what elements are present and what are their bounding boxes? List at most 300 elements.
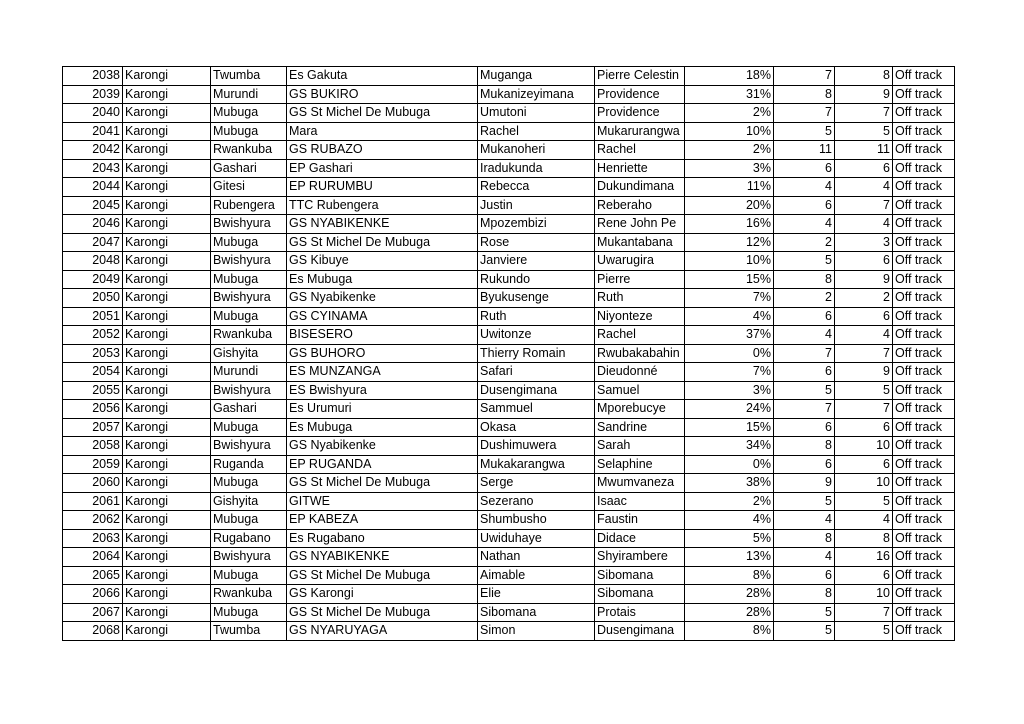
cell-sector: Rwankuba xyxy=(211,326,287,345)
cell-school: Mara xyxy=(287,122,478,141)
cell-status: Off track xyxy=(893,252,955,271)
cell-sector: Mubuga xyxy=(211,122,287,141)
table-row xyxy=(63,122,955,141)
cell-school: Es Rugabano xyxy=(287,529,478,548)
cell-count-b: 7 xyxy=(835,104,893,123)
cell-sector: Mubuga xyxy=(211,104,287,123)
cell-sector: Rubengera xyxy=(211,196,287,215)
cell-row-number: 2041 xyxy=(63,122,123,141)
cell-district: Karongi xyxy=(123,104,211,123)
cell-last-name: Mukantabana xyxy=(595,233,685,252)
cell-last-name: Rene John Pe xyxy=(595,215,685,234)
cell-percentage: 20% xyxy=(685,196,774,215)
cell-district: Karongi xyxy=(123,252,211,271)
table-row xyxy=(63,363,955,382)
cell-row-number: 2060 xyxy=(63,474,123,493)
cell-count-b: 7 xyxy=(835,603,893,622)
cell-status: Off track xyxy=(893,529,955,548)
cell-last-name: Faustin xyxy=(595,511,685,530)
table-row xyxy=(63,585,955,604)
cell-row-number: 2058 xyxy=(63,437,123,456)
cell-percentage: 8% xyxy=(685,622,774,641)
table-row xyxy=(63,603,955,622)
cell-count-b: 9 xyxy=(835,363,893,382)
cell-last-name: Niyonteze xyxy=(595,307,685,326)
cell-count-a: 5 xyxy=(774,381,835,400)
cell-district: Karongi xyxy=(123,67,211,86)
cell-status: Off track xyxy=(893,215,955,234)
table-row xyxy=(63,85,955,104)
table-row xyxy=(63,492,955,511)
cell-last-name: Providence xyxy=(595,85,685,104)
cell-first-name: Muganga xyxy=(478,67,595,86)
cell-school: EP RUGANDA xyxy=(287,455,478,474)
cell-row-number: 2051 xyxy=(63,307,123,326)
table-row xyxy=(63,455,955,474)
cell-row-number: 2040 xyxy=(63,104,123,123)
cell-count-b: 9 xyxy=(835,270,893,289)
cell-count-a: 6 xyxy=(774,307,835,326)
cell-count-a: 6 xyxy=(774,418,835,437)
cell-count-b: 6 xyxy=(835,455,893,474)
cell-percentage: 31% xyxy=(685,85,774,104)
cell-status: Off track xyxy=(893,85,955,104)
cell-sector: Bwishyura xyxy=(211,381,287,400)
cell-last-name: Sibomana xyxy=(595,566,685,585)
cell-first-name: Sibomana xyxy=(478,603,595,622)
cell-count-a: 5 xyxy=(774,603,835,622)
cell-row-number: 2061 xyxy=(63,492,123,511)
cell-status: Off track xyxy=(893,511,955,530)
cell-school: GS St Michel De Mubuga xyxy=(287,474,478,493)
cell-first-name: Dushimuwera xyxy=(478,437,595,456)
cell-row-number: 2059 xyxy=(63,455,123,474)
cell-count-b: 7 xyxy=(835,196,893,215)
cell-last-name: Mukarurangwa xyxy=(595,122,685,141)
cell-sector: Mubuga xyxy=(211,474,287,493)
cell-row-number: 2067 xyxy=(63,603,123,622)
cell-count-a: 4 xyxy=(774,178,835,197)
cell-row-number: 2047 xyxy=(63,233,123,252)
table-row xyxy=(63,252,955,271)
cell-district: Karongi xyxy=(123,622,211,641)
cell-sector: Gitesi xyxy=(211,178,287,197)
cell-last-name: Pierre Celestin xyxy=(595,67,685,86)
cell-row-number: 2044 xyxy=(63,178,123,197)
cell-count-b: 8 xyxy=(835,529,893,548)
table-row xyxy=(63,270,955,289)
cell-first-name: Janviere xyxy=(478,252,595,271)
cell-last-name: Sandrine xyxy=(595,418,685,437)
cell-count-a: 8 xyxy=(774,585,835,604)
table-row xyxy=(63,178,955,197)
cell-status: Off track xyxy=(893,270,955,289)
cell-count-a: 5 xyxy=(774,122,835,141)
cell-percentage: 12% xyxy=(685,233,774,252)
cell-count-b: 3 xyxy=(835,233,893,252)
cell-district: Karongi xyxy=(123,603,211,622)
cell-count-b: 6 xyxy=(835,307,893,326)
cell-status: Off track xyxy=(893,474,955,493)
cell-row-number: 2039 xyxy=(63,85,123,104)
cell-first-name: Mpozembizi xyxy=(478,215,595,234)
cell-last-name: Sibomana xyxy=(595,585,685,604)
cell-district: Karongi xyxy=(123,455,211,474)
cell-status: Off track xyxy=(893,566,955,585)
cell-status: Off track xyxy=(893,159,955,178)
cell-sector: Bwishyura xyxy=(211,437,287,456)
cell-sector: Murundi xyxy=(211,85,287,104)
cell-status: Off track xyxy=(893,585,955,604)
cell-first-name: Elie xyxy=(478,585,595,604)
cell-first-name: Umutoni xyxy=(478,104,595,123)
cell-row-number: 2064 xyxy=(63,548,123,567)
cell-first-name: Okasa xyxy=(478,418,595,437)
cell-last-name: Dukundimana xyxy=(595,178,685,197)
cell-last-name: Sarah xyxy=(595,437,685,456)
cell-percentage: 15% xyxy=(685,418,774,437)
cell-district: Karongi xyxy=(123,270,211,289)
cell-last-name: Mwumvaneza xyxy=(595,474,685,493)
cell-school: GS Nyabikenke xyxy=(287,289,478,308)
table-row xyxy=(63,307,955,326)
cell-count-b: 6 xyxy=(835,252,893,271)
cell-count-a: 4 xyxy=(774,215,835,234)
cell-count-a: 9 xyxy=(774,474,835,493)
table-row xyxy=(63,381,955,400)
table-row xyxy=(63,418,955,437)
cell-row-number: 2038 xyxy=(63,67,123,86)
cell-district: Karongi xyxy=(123,178,211,197)
cell-first-name: Justin xyxy=(478,196,595,215)
cell-school: GS Karongi xyxy=(287,585,478,604)
cell-row-number: 2050 xyxy=(63,289,123,308)
cell-sector: Bwishyura xyxy=(211,215,287,234)
cell-sector: Rugabano xyxy=(211,529,287,548)
cell-row-number: 2062 xyxy=(63,511,123,530)
table-row xyxy=(63,474,955,493)
cell-first-name: Iradukunda xyxy=(478,159,595,178)
cell-school: GS Kibuye xyxy=(287,252,478,271)
cell-status: Off track xyxy=(893,381,955,400)
cell-count-b: 6 xyxy=(835,159,893,178)
cell-count-b: 8 xyxy=(835,67,893,86)
cell-school: GS St Michel De Mubuga xyxy=(287,603,478,622)
cell-percentage: 10% xyxy=(685,252,774,271)
cell-first-name: Simon xyxy=(478,622,595,641)
cell-school: EP RURUMBU xyxy=(287,178,478,197)
cell-row-number: 2053 xyxy=(63,344,123,363)
cell-first-name: Byukusenge xyxy=(478,289,595,308)
cell-sector: Bwishyura xyxy=(211,252,287,271)
cell-school: GS NYABIKENKE xyxy=(287,548,478,567)
cell-sector: Mubuga xyxy=(211,307,287,326)
cell-first-name: Aimable xyxy=(478,566,595,585)
cell-count-b: 10 xyxy=(835,585,893,604)
cell-status: Off track xyxy=(893,307,955,326)
cell-percentage: 28% xyxy=(685,603,774,622)
cell-status: Off track xyxy=(893,344,955,363)
cell-sector: Ruganda xyxy=(211,455,287,474)
cell-last-name: Henriette xyxy=(595,159,685,178)
cell-status: Off track xyxy=(893,622,955,641)
cell-first-name: Dusengimana xyxy=(478,381,595,400)
cell-school: Es Urumuri xyxy=(287,400,478,419)
cell-percentage: 34% xyxy=(685,437,774,456)
cell-district: Karongi xyxy=(123,141,211,160)
cell-sector: Mubuga xyxy=(211,603,287,622)
cell-count-a: 8 xyxy=(774,529,835,548)
cell-percentage: 28% xyxy=(685,585,774,604)
cell-percentage: 4% xyxy=(685,307,774,326)
cell-count-a: 6 xyxy=(774,159,835,178)
cell-count-a: 4 xyxy=(774,511,835,530)
cell-count-b: 4 xyxy=(835,178,893,197)
cell-row-number: 2056 xyxy=(63,400,123,419)
cell-last-name: Uwarugira xyxy=(595,252,685,271)
cell-first-name: Safari xyxy=(478,363,595,382)
cell-district: Karongi xyxy=(123,307,211,326)
cell-district: Karongi xyxy=(123,492,211,511)
cell-count-a: 7 xyxy=(774,104,835,123)
cell-row-number: 2042 xyxy=(63,141,123,160)
cell-percentage: 7% xyxy=(685,363,774,382)
table-row xyxy=(63,67,955,86)
cell-district: Karongi xyxy=(123,511,211,530)
cell-district: Karongi xyxy=(123,418,211,437)
cell-status: Off track xyxy=(893,455,955,474)
cell-status: Off track xyxy=(893,104,955,123)
cell-count-a: 8 xyxy=(774,270,835,289)
cell-last-name: Pierre xyxy=(595,270,685,289)
table-row xyxy=(63,104,955,123)
cell-school: GS Nyabikenke xyxy=(287,437,478,456)
cell-sector: Mubuga xyxy=(211,566,287,585)
table-row xyxy=(63,289,955,308)
cell-first-name: Rose xyxy=(478,233,595,252)
cell-row-number: 2065 xyxy=(63,566,123,585)
cell-status: Off track xyxy=(893,418,955,437)
cell-count-a: 8 xyxy=(774,437,835,456)
cell-count-a: 7 xyxy=(774,67,835,86)
cell-row-number: 2054 xyxy=(63,363,123,382)
cell-percentage: 2% xyxy=(685,104,774,123)
cell-count-b: 10 xyxy=(835,437,893,456)
table-row xyxy=(63,215,955,234)
table-row xyxy=(63,548,955,567)
table-row xyxy=(63,159,955,178)
cell-sector: Gishyita xyxy=(211,344,287,363)
cell-percentage: 3% xyxy=(685,159,774,178)
cell-last-name: Samuel xyxy=(595,381,685,400)
cell-count-a: 4 xyxy=(774,326,835,345)
cell-last-name: Dieudonné xyxy=(595,363,685,382)
cell-first-name: Rebecca xyxy=(478,178,595,197)
cell-first-name: Mukakarangwa xyxy=(478,455,595,474)
cell-district: Karongi xyxy=(123,289,211,308)
cell-district: Karongi xyxy=(123,585,211,604)
cell-percentage: 15% xyxy=(685,270,774,289)
cell-count-b: 6 xyxy=(835,418,893,437)
cell-first-name: Uwiduhaye xyxy=(478,529,595,548)
cell-last-name: Rwubakabahin xyxy=(595,344,685,363)
cell-school: ES Bwishyura xyxy=(287,381,478,400)
cell-first-name: Mukanizeyimana xyxy=(478,85,595,104)
cell-percentage: 37% xyxy=(685,326,774,345)
cell-last-name: Shyirambere xyxy=(595,548,685,567)
cell-last-name: Rachel xyxy=(595,326,685,345)
cell-count-a: 5 xyxy=(774,492,835,511)
cell-sector: Gishyita xyxy=(211,492,287,511)
cell-percentage: 11% xyxy=(685,178,774,197)
cell-district: Karongi xyxy=(123,548,211,567)
cell-district: Karongi xyxy=(123,326,211,345)
cell-status: Off track xyxy=(893,603,955,622)
cell-last-name: Reberaho xyxy=(595,196,685,215)
cell-first-name: Sammuel xyxy=(478,400,595,419)
table-row xyxy=(63,233,955,252)
cell-first-name: Rukundo xyxy=(478,270,595,289)
cell-percentage: 4% xyxy=(685,511,774,530)
cell-last-name: Selaphine xyxy=(595,455,685,474)
cell-row-number: 2057 xyxy=(63,418,123,437)
cell-status: Off track xyxy=(893,326,955,345)
cell-percentage: 0% xyxy=(685,455,774,474)
cell-count-a: 2 xyxy=(774,233,835,252)
cell-status: Off track xyxy=(893,178,955,197)
cell-school: GS NYABIKENKE xyxy=(287,215,478,234)
cell-row-number: 2063 xyxy=(63,529,123,548)
cell-first-name: Uwitonze xyxy=(478,326,595,345)
cell-sector: Twumba xyxy=(211,67,287,86)
cell-status: Off track xyxy=(893,141,955,160)
cell-district: Karongi xyxy=(123,233,211,252)
cell-district: Karongi xyxy=(123,566,211,585)
cell-sector: Gashari xyxy=(211,400,287,419)
cell-district: Karongi xyxy=(123,344,211,363)
cell-last-name: Rachel xyxy=(595,141,685,160)
cell-count-b: 16 xyxy=(835,548,893,567)
cell-school: BISESERO xyxy=(287,326,478,345)
cell-district: Karongi xyxy=(123,437,211,456)
table-row xyxy=(63,437,955,456)
cell-school: EP KABEZA xyxy=(287,511,478,530)
cell-first-name: Sezerano xyxy=(478,492,595,511)
cell-last-name: Ruth xyxy=(595,289,685,308)
cell-percentage: 0% xyxy=(685,344,774,363)
cell-count-a: 4 xyxy=(774,548,835,567)
cell-district: Karongi xyxy=(123,122,211,141)
cell-count-a: 7 xyxy=(774,344,835,363)
cell-school: TTC Rubengera xyxy=(287,196,478,215)
cell-percentage: 13% xyxy=(685,548,774,567)
cell-district: Karongi xyxy=(123,363,211,382)
cell-sector: Mubuga xyxy=(211,270,287,289)
cell-district: Karongi xyxy=(123,159,211,178)
cell-count-a: 5 xyxy=(774,252,835,271)
cell-sector: Twumba xyxy=(211,622,287,641)
cell-district: Karongi xyxy=(123,381,211,400)
cell-percentage: 24% xyxy=(685,400,774,419)
cell-sector: Mubuga xyxy=(211,511,287,530)
cell-count-b: 11 xyxy=(835,141,893,160)
cell-percentage: 8% xyxy=(685,566,774,585)
table-row xyxy=(63,511,955,530)
cell-school: GS St Michel De Mubuga xyxy=(287,104,478,123)
cell-sector: Murundi xyxy=(211,363,287,382)
cell-sector: Bwishyura xyxy=(211,289,287,308)
cell-school: Es Gakuta xyxy=(287,67,478,86)
cell-status: Off track xyxy=(893,548,955,567)
cell-count-a: 2 xyxy=(774,289,835,308)
cell-count-b: 5 xyxy=(835,622,893,641)
cell-count-a: 6 xyxy=(774,566,835,585)
cell-row-number: 2049 xyxy=(63,270,123,289)
cell-school: GS NYARUYAGA xyxy=(287,622,478,641)
cell-count-b: 4 xyxy=(835,215,893,234)
cell-row-number: 2068 xyxy=(63,622,123,641)
cell-last-name: Dusengimana xyxy=(595,622,685,641)
cell-count-a: 7 xyxy=(774,400,835,419)
cell-status: Off track xyxy=(893,492,955,511)
cell-count-a: 11 xyxy=(774,141,835,160)
cell-sector: Mubuga xyxy=(211,233,287,252)
cell-status: Off track xyxy=(893,289,955,308)
cell-last-name: Isaac xyxy=(595,492,685,511)
cell-percentage: 7% xyxy=(685,289,774,308)
cell-sector: Gashari xyxy=(211,159,287,178)
table-row xyxy=(63,566,955,585)
cell-count-b: 2 xyxy=(835,289,893,308)
table-row xyxy=(63,326,955,345)
cell-percentage: 5% xyxy=(685,529,774,548)
cell-sector: Rwankuba xyxy=(211,141,287,160)
cell-status: Off track xyxy=(893,233,955,252)
table-row xyxy=(63,344,955,363)
cell-sector: Rwankuba xyxy=(211,585,287,604)
cell-school: GS St Michel De Mubuga xyxy=(287,566,478,585)
cell-count-b: 5 xyxy=(835,492,893,511)
table-row xyxy=(63,400,955,419)
cell-school: GS CYINAMA xyxy=(287,307,478,326)
cell-school: GS BUKIRO xyxy=(287,85,478,104)
cell-school: Es Mubuga xyxy=(287,270,478,289)
cell-district: Karongi xyxy=(123,529,211,548)
cell-first-name: Ruth xyxy=(478,307,595,326)
cell-count-a: 8 xyxy=(774,85,835,104)
cell-school: ES MUNZANGA xyxy=(287,363,478,382)
cell-percentage: 2% xyxy=(685,492,774,511)
cell-count-b: 4 xyxy=(835,511,893,530)
cell-count-a: 6 xyxy=(774,196,835,215)
cell-row-number: 2066 xyxy=(63,585,123,604)
cell-school: EP Gashari xyxy=(287,159,478,178)
cell-percentage: 18% xyxy=(685,67,774,86)
cell-status: Off track xyxy=(893,437,955,456)
cell-count-b: 5 xyxy=(835,381,893,400)
table-row xyxy=(63,141,955,160)
cell-status: Off track xyxy=(893,363,955,382)
cell-percentage: 38% xyxy=(685,474,774,493)
cell-row-number: 2043 xyxy=(63,159,123,178)
cell-row-number: 2045 xyxy=(63,196,123,215)
cell-district: Karongi xyxy=(123,85,211,104)
cell-last-name: Protais xyxy=(595,603,685,622)
cell-district: Karongi xyxy=(123,474,211,493)
cell-last-name: Didace xyxy=(595,529,685,548)
data-table xyxy=(62,66,955,641)
cell-last-name: Providence xyxy=(595,104,685,123)
